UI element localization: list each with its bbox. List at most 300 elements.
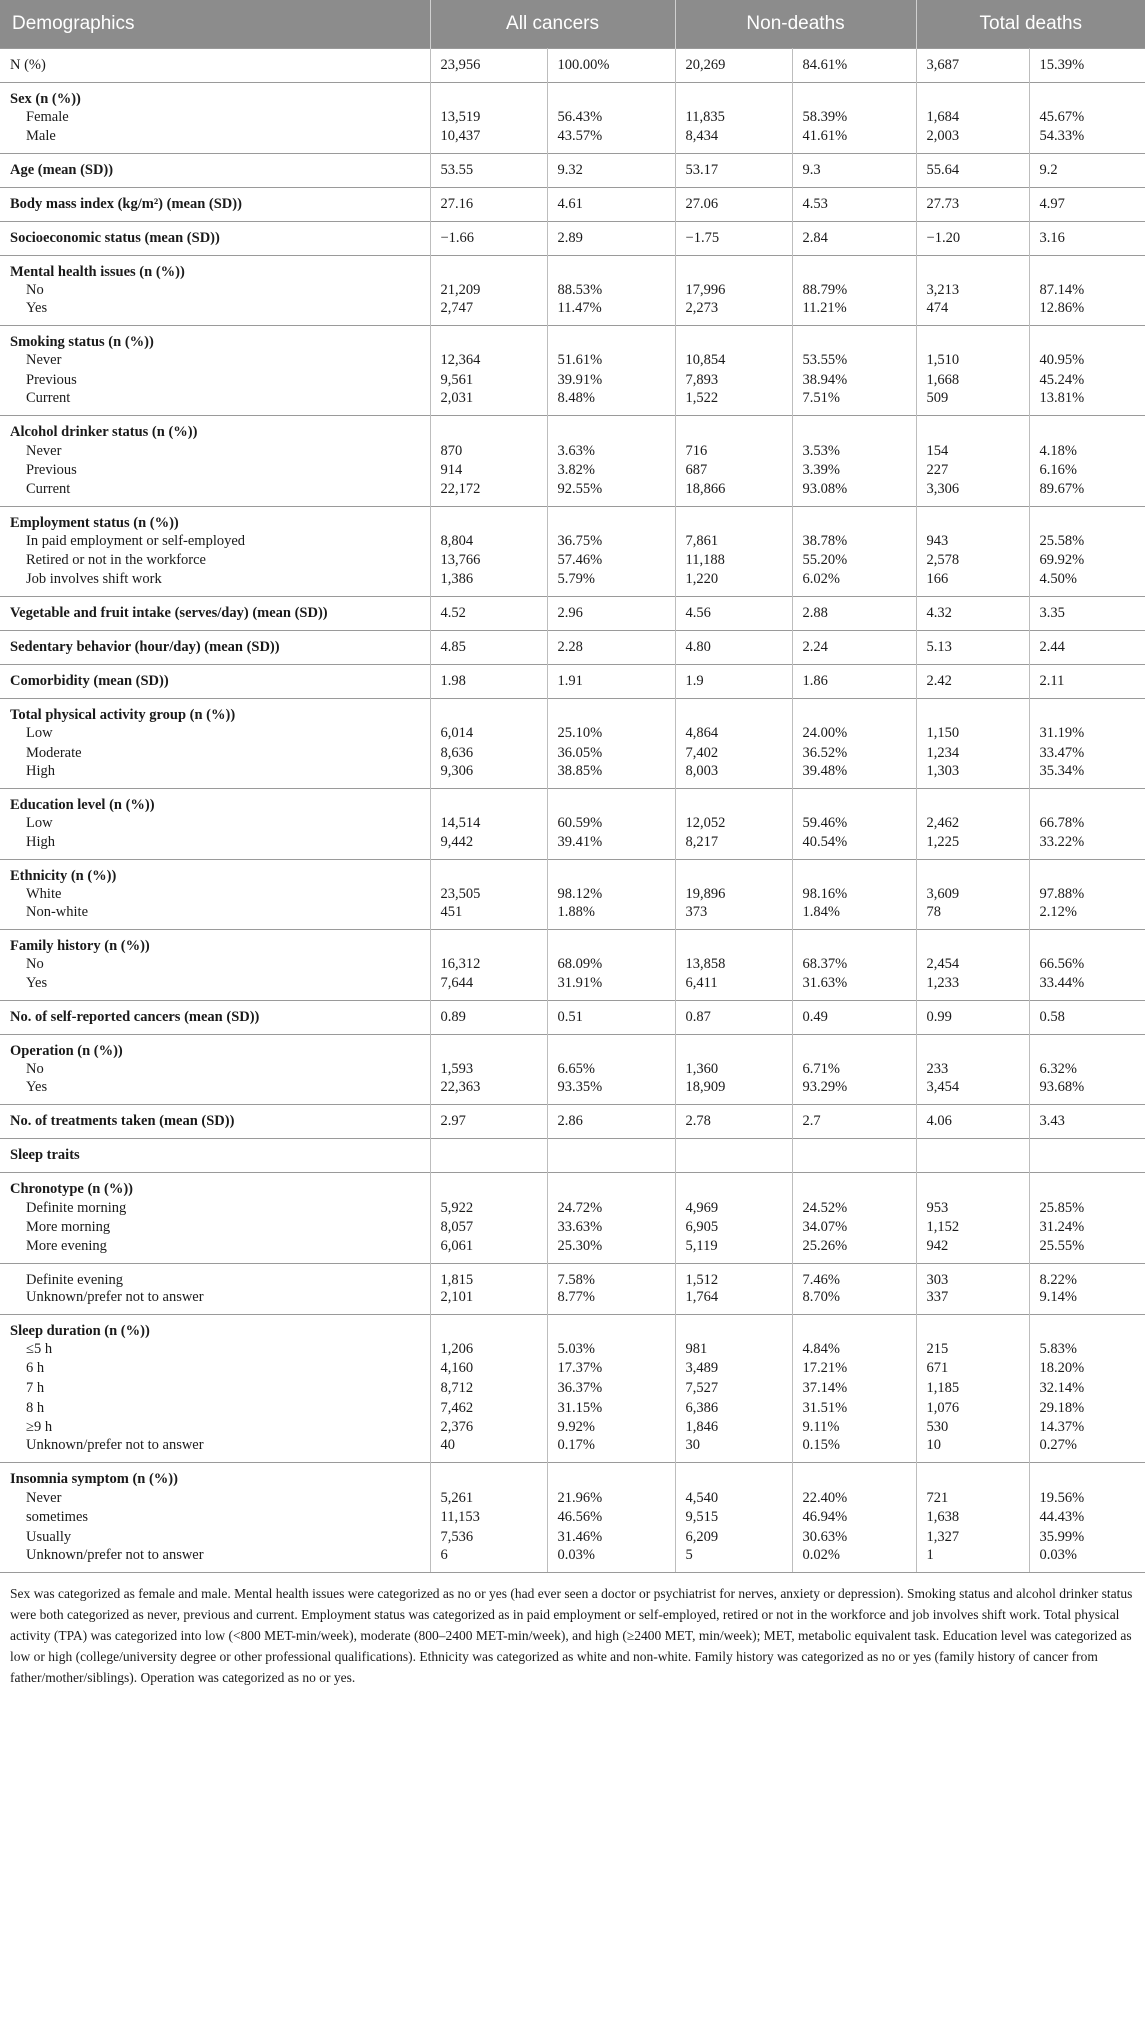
table-row	[0, 461, 1145, 481]
row-label: Retired or not in the workforce	[0, 551, 430, 571]
cell-value: 29.18%	[1039, 1399, 1085, 1416]
cell-value: 33.22%	[1039, 833, 1085, 850]
cell-value	[1029, 416, 1145, 442]
cell-value: 45.24%	[1039, 372, 1085, 389]
cell-value	[430, 416, 547, 442]
cell-value: 59.46%	[792, 814, 916, 834]
cell-value: 4,864	[675, 724, 792, 744]
cell-value: 0.99	[916, 1000, 1029, 1034]
cell-value: 33.63%	[547, 1218, 675, 1238]
cell-value: 2.96	[547, 596, 675, 630]
cell-value: 1,185	[916, 1379, 1029, 1399]
cell-value: 31.91%	[547, 975, 675, 1001]
row-label: Age (mean (SD))	[0, 153, 430, 187]
cell-value: 2,578	[916, 551, 1029, 571]
row-label: Family history (n (%))	[0, 930, 430, 956]
row-label: Job involves shift work	[0, 571, 430, 597]
cell-value	[547, 1034, 675, 1060]
cell-value: 57.46%	[547, 551, 675, 571]
cell-value: 4.52	[430, 596, 547, 630]
table-row	[0, 1340, 1145, 1360]
cell-value: 1	[916, 1547, 1029, 1572]
row-label: Insomnia symptom (n (%))	[0, 1463, 430, 1489]
row-label: Usually	[0, 1528, 430, 1548]
row-label: Education level (n (%))	[0, 788, 430, 814]
row-label: ≥9 h	[0, 1418, 430, 1438]
cell-value: 51.61%	[547, 351, 675, 371]
table-row	[0, 49, 1145, 83]
cell-value: 1.88%	[547, 904, 675, 930]
row-label: Current	[0, 481, 430, 507]
cell-value: 4.56	[675, 596, 792, 630]
table-row	[0, 221, 1145, 255]
row-label: Total physical activity group (n (%))	[0, 698, 430, 724]
cell-value: 1.9	[675, 664, 792, 698]
cell-value	[547, 930, 675, 956]
cell-value	[547, 1463, 675, 1489]
cell-value: 40.54%	[792, 834, 916, 860]
cell-value: 1,815	[430, 1263, 547, 1289]
cell-value: 3.53%	[792, 441, 916, 461]
table-row	[0, 1359, 1145, 1379]
cell-value: 3.43	[1029, 1105, 1145, 1139]
cell-value	[430, 1034, 547, 1060]
cell-value: 40	[430, 1437, 547, 1463]
cell-value	[675, 506, 792, 532]
cell-value: 2.44	[1029, 630, 1145, 664]
row-label: sometimes	[0, 1508, 430, 1528]
cell-value: 92.55%	[547, 481, 675, 507]
cell-value: 1,303	[916, 763, 1029, 789]
table-row	[0, 326, 1145, 352]
cell-value: 11,188	[675, 551, 792, 571]
row-label: No	[0, 281, 430, 301]
table-row	[0, 1398, 1145, 1418]
cell-value	[1029, 930, 1145, 956]
cell-value	[1029, 255, 1145, 281]
cell-value: 2,376	[430, 1418, 547, 1438]
row-label: Operation (n (%))	[0, 1034, 430, 1060]
cell-value: 4.06	[916, 1105, 1029, 1139]
row-label: Yes	[0, 1079, 430, 1105]
cell-value: 9,306	[430, 763, 547, 789]
row-label: Definite evening	[0, 1263, 430, 1289]
cell-value: 37.14%	[792, 1379, 916, 1399]
cell-value: 0.58	[1029, 1000, 1145, 1034]
cell-value	[792, 83, 916, 109]
cell-value: 1,150	[916, 724, 1029, 744]
cell-value	[792, 326, 916, 352]
cell-value: 870	[430, 441, 547, 461]
table-row	[0, 1105, 1145, 1139]
row-label: High	[0, 763, 430, 789]
cell-value: 0.49	[792, 1000, 916, 1034]
cell-value	[1029, 326, 1145, 352]
cell-value: 55.20%	[792, 551, 916, 571]
row-label: Chronotype (n (%))	[0, 1173, 430, 1199]
table-row	[0, 255, 1145, 281]
table-row	[0, 351, 1145, 371]
cell-value: 1,846	[675, 1418, 792, 1438]
cell-value	[916, 859, 1029, 885]
cell-value	[792, 1139, 916, 1173]
cell-value: 0.15%	[792, 1437, 916, 1463]
cell-value: 39.48%	[792, 763, 916, 789]
cell-value: 7,402	[675, 743, 792, 763]
cell-value: 93.68%	[1039, 1079, 1085, 1096]
cell-value: 4,969	[675, 1198, 792, 1218]
row-label: Non-white	[0, 904, 430, 930]
header-total-deaths: Total deaths	[916, 0, 1145, 49]
cell-value	[675, 930, 792, 956]
cell-value: 1,764	[675, 1289, 792, 1315]
cell-value: 55.64	[916, 153, 1029, 187]
row-label: No. of self-reported cancers (mean (SD))	[0, 1000, 430, 1034]
table-row	[0, 1079, 1145, 1105]
cell-value: 100.00%	[547, 49, 675, 83]
cell-value: 84.61%	[792, 49, 916, 83]
cell-value	[1029, 1173, 1145, 1199]
table-row	[0, 788, 1145, 814]
cell-value: 9,515	[675, 1508, 792, 1528]
cell-value: 474	[916, 300, 1029, 326]
cell-value: 98.12%	[547, 885, 675, 905]
cell-value: 303	[916, 1263, 1029, 1289]
cell-value: 97.88%	[1039, 885, 1085, 902]
cell-value: 35.99%	[1039, 1528, 1085, 1545]
table-row	[0, 1060, 1145, 1080]
cell-value: 2,003	[916, 128, 1029, 154]
cell-value: 942	[916, 1238, 1029, 1264]
cell-value: 17,996	[675, 281, 792, 301]
cell-value: 16,312	[430, 955, 547, 975]
cell-value: 337	[916, 1289, 1029, 1315]
cell-value: 8,804	[430, 532, 547, 552]
cell-value: 12,364	[430, 351, 547, 371]
row-label: Alcohol drinker status (n (%))	[0, 416, 430, 442]
cell-value: 1,234	[916, 743, 1029, 763]
row-label: Current	[0, 390, 430, 416]
cell-value: 4.53	[792, 187, 916, 221]
row-label: More morning	[0, 1218, 430, 1238]
table-row	[0, 1198, 1145, 1218]
table-row	[0, 1528, 1145, 1548]
cell-value: 9,442	[430, 834, 547, 860]
table-row	[0, 664, 1145, 698]
cell-value: 1,593	[430, 1060, 547, 1080]
cell-value	[916, 930, 1029, 956]
cell-value: 20,269	[675, 49, 792, 83]
cell-value: 38.85%	[547, 763, 675, 789]
table-row	[0, 83, 1145, 109]
cell-value: 53.17	[675, 153, 792, 187]
cell-value: 3,213	[916, 281, 1029, 301]
cell-value: 9.14%	[1039, 1288, 1077, 1305]
cell-value: 6,386	[675, 1398, 792, 1418]
row-label: Mental health issues (n (%))	[0, 255, 430, 281]
cell-value: 46.56%	[547, 1508, 675, 1528]
table-row	[0, 1463, 1145, 1489]
cell-value: 0.87	[675, 1000, 792, 1034]
cell-value: 22,363	[430, 1079, 547, 1105]
table-row	[0, 1547, 1145, 1572]
cell-value: 2,273	[675, 300, 792, 326]
cell-value: 2.84	[792, 221, 916, 255]
row-label: Never	[0, 351, 430, 371]
cell-value: 5,261	[430, 1488, 547, 1508]
cell-value: 1,152	[916, 1218, 1029, 1238]
cell-value: 11.47%	[547, 300, 675, 326]
cell-value	[792, 1314, 916, 1340]
cell-value: 7.51%	[792, 390, 916, 416]
cell-value: 2.12%	[1039, 904, 1077, 921]
cell-value: 9.92%	[547, 1418, 675, 1438]
cell-value: 2.24	[792, 630, 916, 664]
cell-value: 6.32%	[1039, 1061, 1077, 1078]
cell-value: 10,854	[675, 351, 792, 371]
cell-value: 3,489	[675, 1359, 792, 1379]
table-row	[0, 1488, 1145, 1508]
cell-value	[430, 506, 547, 532]
table-row	[0, 1289, 1145, 1315]
cell-value	[1029, 1139, 1145, 1173]
cell-value	[675, 83, 792, 109]
cell-value: 2,454	[916, 955, 1029, 975]
cell-value: 6.71%	[792, 1060, 916, 1080]
cell-value	[916, 1139, 1029, 1173]
cell-value	[547, 859, 675, 885]
cell-value: 36.52%	[792, 743, 916, 763]
row-label: High	[0, 834, 430, 860]
cell-value: 78	[916, 904, 1029, 930]
cell-value: 6	[430, 1547, 547, 1572]
cell-value: 68.09%	[547, 955, 675, 975]
cell-value: 8.77%	[547, 1289, 675, 1315]
cell-value	[547, 416, 675, 442]
cell-value: 4,540	[675, 1488, 792, 1508]
cell-value: 13,519	[430, 108, 547, 128]
cell-value: 154	[916, 441, 1029, 461]
header-row	[0, 0, 1145, 49]
cell-value: 6,411	[675, 975, 792, 1001]
cell-value: 3.39%	[792, 461, 916, 481]
cell-value: 45.67%	[1039, 109, 1085, 126]
cell-value: 716	[675, 441, 792, 461]
cell-value: 227	[916, 461, 1029, 481]
cell-value: 1.91	[547, 664, 675, 698]
cell-value: 7,462	[430, 1398, 547, 1418]
row-label: Vegetable and fruit intake (serves/day) (mean (SD))	[0, 596, 430, 630]
table-row	[0, 416, 1145, 442]
cell-value: 25.85%	[1039, 1199, 1085, 1216]
table-row	[0, 1139, 1145, 1173]
cell-value: 9.32	[547, 153, 675, 187]
cell-value	[916, 255, 1029, 281]
cell-value	[792, 506, 916, 532]
cell-value: 44.43%	[1039, 1509, 1085, 1526]
cell-value: 5.79%	[547, 571, 675, 597]
cell-value	[792, 255, 916, 281]
cell-value	[675, 859, 792, 885]
header-demographics: Demographics	[0, 0, 430, 49]
cell-value: 15.39%	[1029, 49, 1145, 83]
cell-value: 31.63%	[792, 975, 916, 1001]
cell-value: 5	[675, 1547, 792, 1572]
cell-value: 6,014	[430, 724, 547, 744]
cell-value: 8,003	[675, 763, 792, 789]
cell-value: 39.41%	[547, 834, 675, 860]
table-row	[0, 955, 1145, 975]
cell-value: 953	[916, 1198, 1029, 1218]
cell-value: 1,510	[916, 351, 1029, 371]
cell-value	[916, 83, 1029, 109]
cell-value: 4.61	[547, 187, 675, 221]
cell-value: 18.20%	[1039, 1360, 1085, 1377]
cell-value: 11.21%	[792, 300, 916, 326]
cell-value: 5.13	[916, 630, 1029, 664]
cell-value	[675, 788, 792, 814]
table-row	[0, 1238, 1145, 1264]
cell-value: 2,747	[430, 300, 547, 326]
row-label: Never	[0, 441, 430, 461]
cell-value: 2.89	[547, 221, 675, 255]
cell-value: 6,905	[675, 1218, 792, 1238]
cell-value	[1029, 83, 1145, 109]
table-row	[0, 1218, 1145, 1238]
cell-value: 32.14%	[1039, 1379, 1085, 1396]
cell-value: 12.86%	[1039, 300, 1085, 317]
cell-value: 1,668	[916, 371, 1029, 391]
cell-value: 53.55	[430, 153, 547, 187]
cell-value: 19,896	[675, 885, 792, 905]
cell-value	[547, 255, 675, 281]
cell-value: 34.07%	[792, 1218, 916, 1238]
table-row	[0, 1437, 1145, 1463]
cell-value: 166	[916, 571, 1029, 597]
cell-value: 27.73	[916, 187, 1029, 221]
header-all-cancers: All cancers	[430, 0, 675, 49]
cell-value: 31.24%	[1039, 1219, 1085, 1236]
cell-value: 53.55%	[792, 351, 916, 371]
cell-value: 11,153	[430, 1508, 547, 1528]
cell-value	[792, 1173, 916, 1199]
table-row	[0, 1173, 1145, 1199]
cell-value: 8.22%	[1029, 1263, 1145, 1289]
cell-value	[547, 1314, 675, 1340]
cell-value	[916, 416, 1029, 442]
cell-value	[1029, 506, 1145, 532]
row-label: Sleep duration (n (%))	[0, 1314, 430, 1340]
cell-value: 1,076	[916, 1398, 1029, 1418]
cell-value	[792, 416, 916, 442]
cell-value: 36.05%	[547, 743, 675, 763]
cell-value: 18,909	[675, 1079, 792, 1105]
cell-value: 0.03%	[1039, 1547, 1077, 1564]
cell-value: 3.63%	[547, 441, 675, 461]
row-label: ≤5 h	[0, 1340, 430, 1360]
cell-value: 4.84%	[792, 1340, 916, 1360]
cell-value: 1,233	[916, 975, 1029, 1001]
cell-value: 33.44%	[1039, 974, 1085, 991]
cell-value: 6,209	[675, 1528, 792, 1548]
row-label: Comorbidity (mean (SD))	[0, 664, 430, 698]
cell-value: 25.26%	[792, 1238, 916, 1264]
cell-value: 1.86	[792, 664, 916, 698]
cell-value: 914	[430, 461, 547, 481]
cell-value: 8,434	[675, 128, 792, 154]
cell-value: 68.37%	[792, 955, 916, 975]
cell-value: 13.81%	[1039, 390, 1085, 407]
cell-value: 6,061	[430, 1238, 547, 1264]
cell-value: 687	[675, 461, 792, 481]
header-non-deaths: Non-deaths	[675, 0, 916, 49]
cell-value	[675, 255, 792, 281]
cell-value: 3,454	[916, 1079, 1029, 1105]
cell-value	[430, 1314, 547, 1340]
cell-value: 1.98	[430, 664, 547, 698]
cell-value: 4.97	[1029, 187, 1145, 221]
row-label: Sedentary behavior (hour/day) (mean (SD))	[0, 630, 430, 664]
cell-value: 4.85	[430, 630, 547, 664]
row-label: Ethnicity (n (%))	[0, 859, 430, 885]
cell-value	[916, 1173, 1029, 1199]
cell-value	[792, 698, 916, 724]
cell-value	[916, 788, 1029, 814]
cell-value	[675, 1463, 792, 1489]
cell-value	[547, 1173, 675, 1199]
cell-value	[547, 506, 675, 532]
cell-value: 0.27%	[1039, 1437, 1077, 1454]
cell-value: 21,209	[430, 281, 547, 301]
cell-value	[1029, 1463, 1145, 1489]
cell-value: 30	[675, 1437, 792, 1463]
cell-value: 7,893	[675, 371, 792, 391]
cell-value: 1,386	[430, 571, 547, 597]
cell-value: 89.67%	[1039, 480, 1085, 497]
cell-value	[1029, 859, 1145, 885]
cell-value: 27.06	[675, 187, 792, 221]
cell-value: 6.02%	[792, 571, 916, 597]
cell-value	[430, 255, 547, 281]
cell-value: 5.03%	[547, 1340, 675, 1360]
cell-value: 43.57%	[547, 128, 675, 154]
cell-value	[916, 326, 1029, 352]
cell-value: 41.61%	[792, 128, 916, 154]
cell-value: 4.32	[916, 596, 1029, 630]
cell-value: 10	[916, 1437, 1029, 1463]
table-row	[0, 1508, 1145, 1528]
cell-value	[1029, 1034, 1145, 1060]
cell-value	[430, 1463, 547, 1489]
cell-value: 30.63%	[792, 1528, 916, 1548]
row-label: In paid employment or self-employed	[0, 532, 430, 552]
row-label: Yes	[0, 975, 430, 1001]
cell-value: 7.58%	[547, 1263, 675, 1289]
table-row	[0, 128, 1145, 154]
cell-value: 2,101	[430, 1289, 547, 1315]
row-label: Yes	[0, 300, 430, 326]
cell-value: 0.89	[430, 1000, 547, 1034]
cell-value: 66.78%	[1039, 815, 1085, 832]
cell-value: 3,687	[916, 49, 1029, 83]
table-row	[0, 743, 1145, 763]
table-row	[0, 885, 1145, 905]
cell-value: 1.84%	[792, 904, 916, 930]
table-row	[0, 698, 1145, 724]
cell-value: 2.28	[547, 630, 675, 664]
cell-value: 7,536	[430, 1528, 547, 1548]
row-label: Unknown/prefer not to answer	[0, 1547, 430, 1572]
